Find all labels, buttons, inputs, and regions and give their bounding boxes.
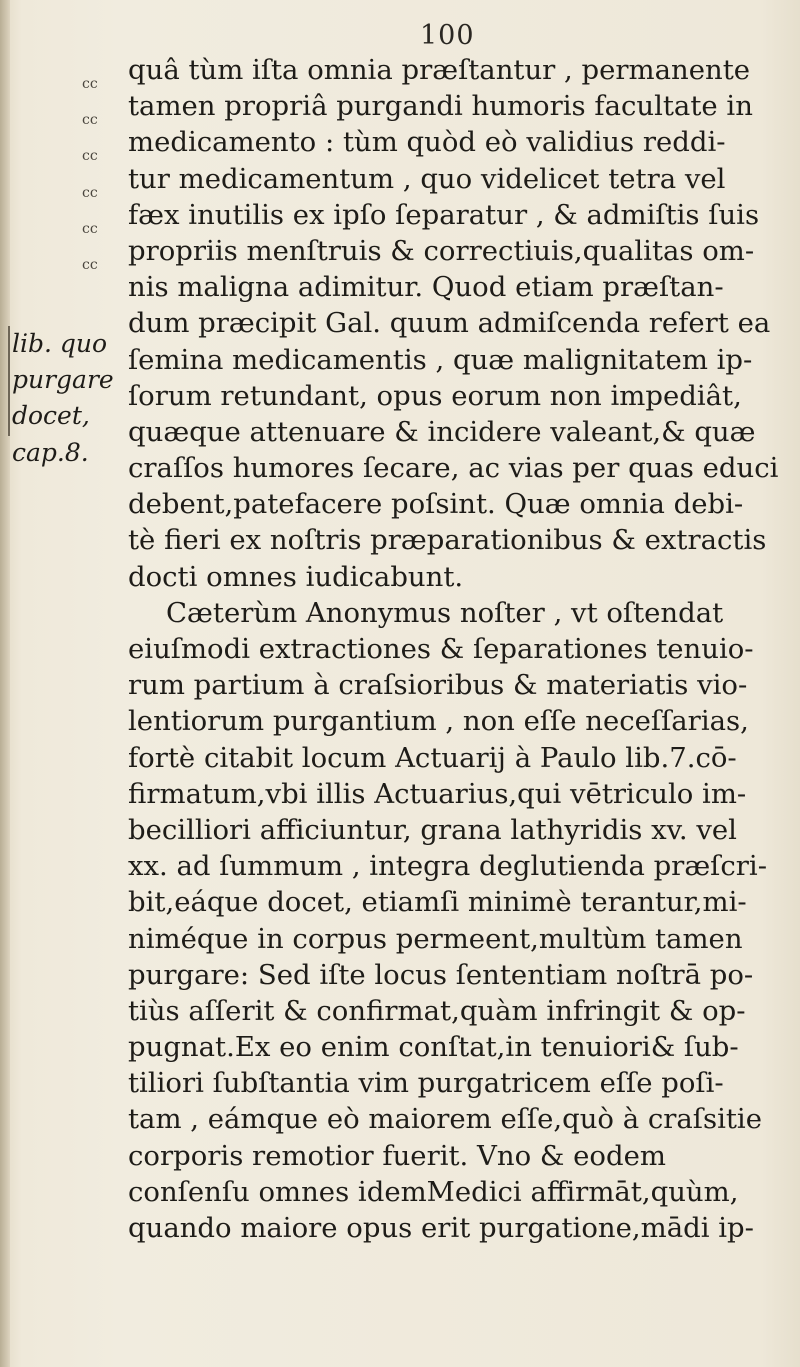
text-line: fortè citabit locum Actuarij à Paulo lib.7.cō-: [128, 741, 737, 774]
text-line: xx. ad ſummum , integra deglutienda præſcri-: [128, 850, 767, 883]
text-line: becilliori afficiuntur, grana lathyridis xv. vel: [128, 813, 737, 846]
text-line: bit,eáque docet, etiamſi minimè terantur,mi-: [128, 886, 747, 919]
quote-mark: cc: [82, 76, 98, 92]
text-line: nis maligna adimitur. Quod etiam præſtan-: [128, 271, 724, 304]
text-line: dum præcipit Gal. quum admiſcenda refert ea: [128, 307, 771, 340]
quote-mark: cc: [82, 112, 98, 129]
text-line: eiuſmodi extractiones & ſeparationes tenuio-: [128, 633, 754, 665]
text-line: conſenſu omnes idemMedici affirmāt,quùm,: [128, 1175, 739, 1208]
text-line: ſorum retundant, opus eorum non impediât,: [128, 379, 742, 412]
quote-mark: cc: [82, 184, 98, 201]
margin-note-line: lib. quo: [12, 329, 108, 358]
quote-mark: cc: [82, 148, 98, 165]
margin-quote-marks: [82, 66, 112, 283]
text-line: quâ tùm iſta omnia præſtantur , permanente: [128, 54, 751, 86]
text-line: firmatum,vbi illis Actuarius,qui vētriculo im-: [128, 777, 747, 810]
text-line: lentiorum purgantium , non eſſe neceſſarias,: [128, 705, 749, 738]
page-number: 100: [420, 20, 475, 51]
text-line: docti omnes iudicabunt.: [128, 560, 464, 593]
text-line: propriis menſtruis & correctiuis,qualitas om-: [128, 234, 755, 267]
text-line: purgare: Sed iſte locus ſententiam noſtrā po-: [128, 958, 754, 991]
text-line: tur medicamentum , quo videlicet tetra vel: [128, 162, 726, 195]
quote-mark: cc: [82, 220, 98, 237]
text-line: Cæterùm Anonymus noſter , vt oſtendat: [166, 596, 724, 629]
text-line: quando maiore opus erit purgatione,mādi ip-: [128, 1212, 754, 1244]
text-line: fæx inutilis ex ipſo ſeparatur , & admiſtis ſuis: [128, 198, 760, 231]
text-line: pugnat.Ex eo enim conſtat,in tenuiori& ſub-: [128, 1031, 739, 1064]
page-gutter: [0, 0, 10, 1367]
quote-mark: cc: [82, 256, 98, 273]
text-line: tiùs aſſerit & confirmat,quàm infringit & op-: [128, 994, 746, 1027]
margin-note-line: purgare: [12, 365, 114, 395]
margin-note: [12, 326, 122, 471]
text-line: rum partium à craſsioribus & materiatis vio-: [128, 669, 748, 702]
text-line: medicamento : tùm quòd eò validius reddi-: [128, 126, 726, 159]
text-line: corporis remotior fuerit. Vno & eodem: [128, 1139, 666, 1172]
margin-note-line: cap.8.: [12, 437, 89, 467]
text-line: craſſos humores ſecare, ac vias per quas educi: [128, 452, 779, 485]
text-line: tiliori ſubſtantia vim purgatricem eſſe poſi-: [128, 1067, 724, 1100]
text-line: niméque in corpus permeent,multùm tamen: [128, 922, 743, 955]
text-line: quæque attenuare & incidere valeant,& quæ: [128, 415, 756, 448]
body-text: [128, 52, 798, 1246]
margin-rule: [8, 326, 10, 436]
text-line: tè fieri ex noſtris præparationibus & extractis: [128, 524, 767, 557]
text-line: ſemina medicamentis , quæ malignitatem ip-: [128, 343, 753, 376]
text-line: tam , eámque eò maiorem eſſe,quò à craſsitie: [128, 1103, 763, 1136]
text-line: debent,patefacere poſsint. Quæ omnia debi-: [128, 488, 744, 521]
text-line: tamen propriâ purgandi humoris facultate in: [128, 90, 753, 123]
margin-note-line: docet,: [12, 401, 90, 431]
